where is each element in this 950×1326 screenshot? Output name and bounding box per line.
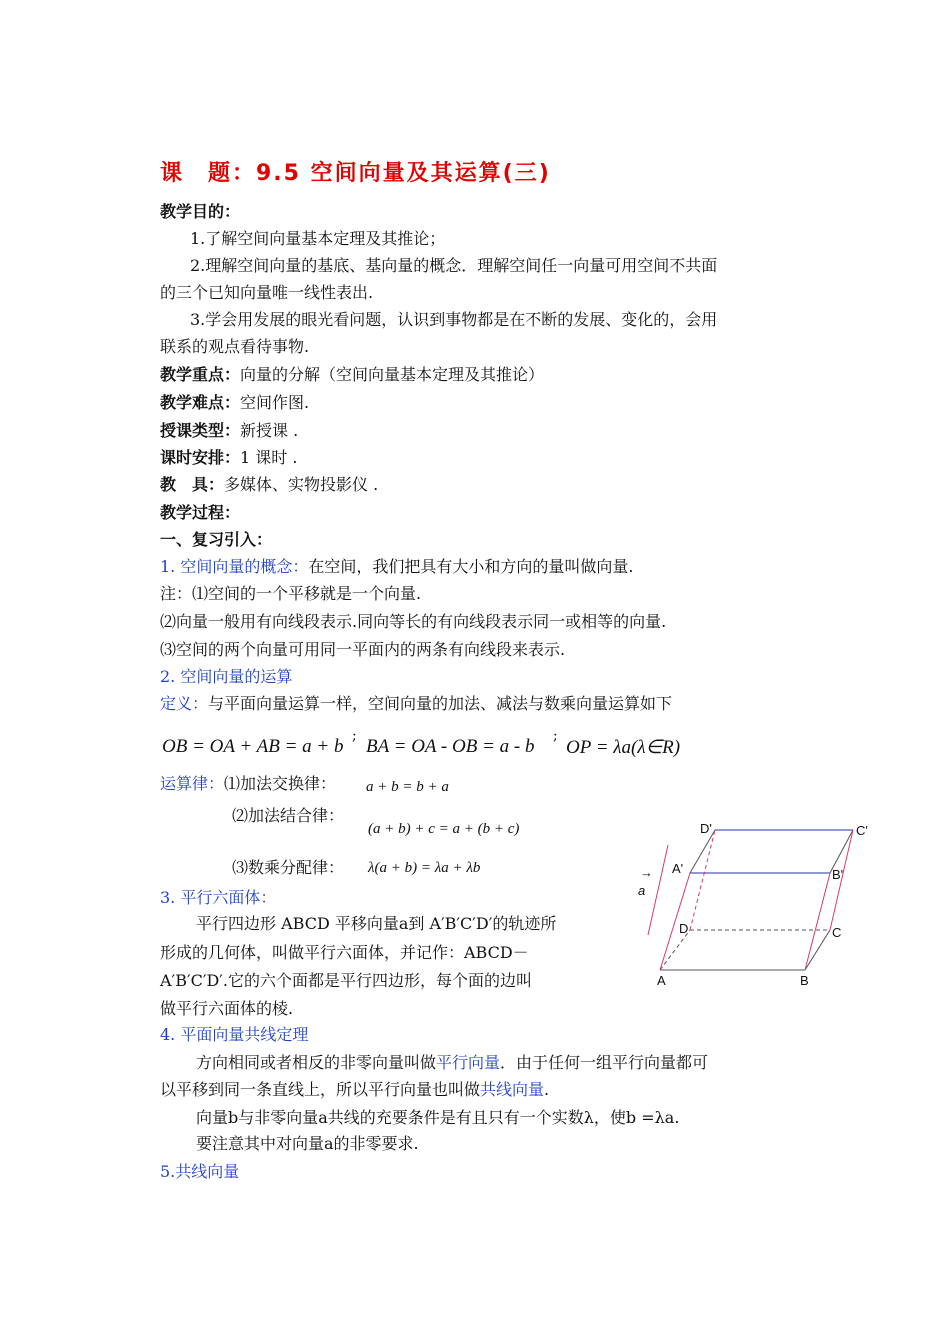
- goal-2b: 的三个已知向量唯一线性表出.: [160, 283, 374, 302]
- law-1-label: ⑴加法交换律：: [224, 774, 337, 793]
- schedule-value: 1 课时 .: [240, 448, 298, 467]
- label-a: A: [657, 973, 666, 988]
- note-3: ⑶空间的两个向量可用同一平面内的两条有向线段来表示.: [160, 640, 566, 659]
- parallelepiped-edges: [648, 830, 853, 970]
- lesson-type-label: 授课类型：: [160, 421, 241, 440]
- goal-3b: 联系的观点看待事物.: [160, 337, 310, 356]
- section-3-line-2: 形成的几何体，叫做平行六面体，并记作：ABCD－: [160, 943, 529, 962]
- label-d: D: [679, 921, 689, 936]
- goal-3a: 3.学会用发展的眼光看问题，认识到事物都是在不断的发展、变化的，会用: [190, 310, 718, 329]
- law-2-label: ⑵加法结合律：: [232, 806, 345, 825]
- edge-a1d1: [690, 830, 715, 873]
- process-heading: 教学过程：: [160, 503, 241, 522]
- difficulty-label: 教学难点：: [160, 393, 241, 412]
- label-c-prime: C': [856, 823, 868, 838]
- label-a-prime: A': [672, 861, 684, 876]
- label-c: C: [832, 925, 842, 940]
- formula-scalar: OP = λa(λ∈R): [566, 737, 681, 758]
- law-3-label: ⑶数乘分配律：: [232, 858, 345, 877]
- note-1: 注：⑴空间的一个平移就是一个向量.: [160, 584, 422, 603]
- section-4-line-2b: .: [544, 1080, 550, 1099]
- section-4-line-2: [160, 1080, 549, 1100]
- laws-label: 运算律：: [160, 774, 225, 793]
- law-2-formula: (a + b) + c = a + (b + c): [368, 821, 520, 837]
- edge-bc: [805, 930, 830, 970]
- parallelepiped-figure: [620, 815, 880, 995]
- formula-separator-1: ;: [352, 728, 357, 744]
- label-d-prime: D': [700, 821, 712, 836]
- tools-label: 教 具：: [160, 475, 225, 494]
- label-b-prime: B': [832, 867, 844, 882]
- schedule-row: [160, 448, 297, 468]
- section-3-line-3: A′B′C′D′.它的六个面都是平行四边形，每个面的边叫: [160, 971, 533, 990]
- section-4-line-3: 向量b与非零向量a共线的充要条件是有且只有一个实数λ，使b =λa.: [196, 1108, 680, 1127]
- edge-bb1: [805, 873, 830, 970]
- goals-heading: 教学目的：: [160, 202, 241, 221]
- tools-row: [160, 475, 378, 495]
- section-1-row: [160, 557, 633, 577]
- section-2-heading: 2. 空间向量的运算: [160, 667, 293, 686]
- schedule-label: 课时安排：: [160, 448, 241, 467]
- section-5-heading: 5.共线向量: [160, 1162, 240, 1181]
- section-4-line-4: 要注意其中对向量a的非零要求.: [196, 1134, 419, 1153]
- tools-value: 多媒体、实物投影仪 .: [224, 475, 379, 494]
- vector-a-segment: [648, 845, 668, 935]
- law-1-formula: a + b = b + a: [366, 779, 449, 795]
- term-collinear-vectors: 共线向量: [480, 1080, 545, 1099]
- lesson-type-value: 新授课 .: [240, 421, 299, 440]
- section-1-label: 1. 空间向量的概念：: [160, 557, 309, 576]
- vector-a-label: a: [638, 883, 646, 898]
- section-3-line-4: 做平行六面体的棱.: [160, 999, 294, 1018]
- goal-1: 1.了解空间向量基本定理及其推论；: [190, 229, 446, 248]
- key-point-row: [160, 365, 544, 385]
- section-3-line-1: 平行四边形 ABCD 平移向量a到 A′B′C′D′的轨迹所: [196, 914, 557, 933]
- term-parallel-vectors: 平行向量: [436, 1053, 501, 1072]
- section-4-line-1b: ．由于任何一组平行向量都可: [500, 1053, 709, 1072]
- difficulty-value: 空间作图.: [240, 393, 310, 412]
- key-point-value: 向量的分解（空间向量基本定理及其推论）: [240, 365, 545, 384]
- note-2: ⑵向量一般用有向线段表示.同向等长的有向线段表示同一或相等的向量.: [160, 612, 667, 631]
- section-3-heading: 3. 平行六面体：: [160, 888, 277, 907]
- section-4-heading: 4. 平面向量共线定理: [160, 1025, 309, 1044]
- label-b: B: [800, 973, 809, 988]
- difficulty-row: [160, 393, 309, 413]
- definition-row: [160, 694, 672, 714]
- definition-label: 定义：: [160, 694, 209, 713]
- goal-2a: 2.理解空间向量的基底、基向量的概念．理解空间任一向量可用空间不共面: [190, 256, 718, 275]
- formula-separator-2: ;: [553, 728, 558, 744]
- lesson-type-row: [160, 421, 298, 441]
- review-heading: 一、复习引入：: [160, 530, 273, 549]
- section-4-line-1a: 方向相同或者相反的非零向量叫做: [196, 1053, 437, 1072]
- section-1-text: 在空间，我们把具有大小和方向的量叫做向量.: [308, 557, 634, 576]
- law-3-formula: λ(a + b) = λa + λb: [368, 860, 481, 876]
- formula-add: OB = OA + AB = a + b: [162, 736, 344, 757]
- parallelepiped-labels: [638, 821, 868, 988]
- law-row-1: [160, 774, 336, 794]
- edge-ad: [660, 930, 690, 970]
- key-point-label: 教学重点：: [160, 365, 241, 384]
- section-4-line-2a: 以平移到同一条直线上，所以平行向量也叫做: [160, 1080, 481, 1099]
- edge-dd1: [690, 830, 715, 930]
- section-4-line-1: [196, 1053, 708, 1073]
- formula-sub: BA = OA - OB = a - b: [366, 736, 535, 757]
- page-title: 课 题：9.5 空间向量及其运算(三): [160, 161, 551, 186]
- definition-text: 与平面向量运算一样，空间向量的加法、减法与数乘向量运算如下: [208, 694, 673, 713]
- vector-a-arrow: →: [640, 865, 653, 880]
